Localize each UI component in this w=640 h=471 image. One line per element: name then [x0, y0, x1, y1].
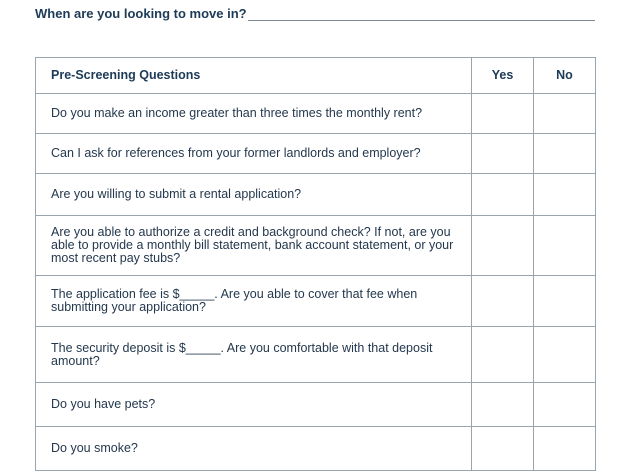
question-smoke: Do you smoke?: [36, 427, 472, 471]
no-cell[interactable]: [534, 216, 596, 276]
table-row: [36, 174, 596, 216]
yes-cell[interactable]: [472, 383, 534, 427]
table-header-row: [36, 58, 596, 94]
yes-cell[interactable]: [472, 427, 534, 471]
header-no: No: [534, 58, 596, 94]
header-questions: Pre-Screening Questions: [36, 58, 472, 94]
question-application-fee: The application fee is $_____. Are you able to cover that fee when submitting your application?: [36, 276, 472, 327]
no-cell[interactable]: [534, 134, 596, 174]
question-credit-check: Are you able to authorize a credit and background check? If not, are you able to provide a monthly bill statement, bank account statement, or your most recent pay stubs?: [36, 216, 472, 276]
no-cell[interactable]: [534, 327, 596, 383]
no-cell[interactable]: [534, 383, 596, 427]
header-yes: Yes: [472, 58, 534, 94]
table-row: [36, 276, 596, 327]
yes-cell[interactable]: [472, 174, 534, 216]
no-cell[interactable]: [534, 427, 596, 471]
table-row: [36, 427, 596, 471]
question-security-deposit: The security deposit is $_____. Are you comfortable with that deposit amount?: [36, 327, 472, 383]
no-cell[interactable]: [534, 174, 596, 216]
question-income: Do you make an income greater than three times the monthly rent?: [36, 94, 472, 134]
pre-screening-table: [35, 57, 596, 471]
table-row: [36, 327, 596, 383]
table-row: [36, 134, 596, 174]
move-in-date-blank-line[interactable]: [248, 7, 595, 21]
move-in-date-label: When are you looking to move in?: [35, 6, 247, 21]
move-in-date-field: [35, 5, 595, 21]
table-row: [36, 383, 596, 427]
yes-cell[interactable]: [472, 276, 534, 327]
yes-cell[interactable]: [472, 134, 534, 174]
question-rental-application: Are you willing to submit a rental application?: [36, 174, 472, 216]
no-cell[interactable]: [534, 94, 596, 134]
no-cell[interactable]: [534, 276, 596, 327]
yes-cell[interactable]: [472, 94, 534, 134]
question-pets: Do you have pets?: [36, 383, 472, 427]
yes-cell[interactable]: [472, 216, 534, 276]
yes-cell[interactable]: [472, 327, 534, 383]
table-row: [36, 94, 596, 134]
question-references: Can I ask for references from your former landlords and employer?: [36, 134, 472, 174]
table-row: [36, 216, 596, 276]
